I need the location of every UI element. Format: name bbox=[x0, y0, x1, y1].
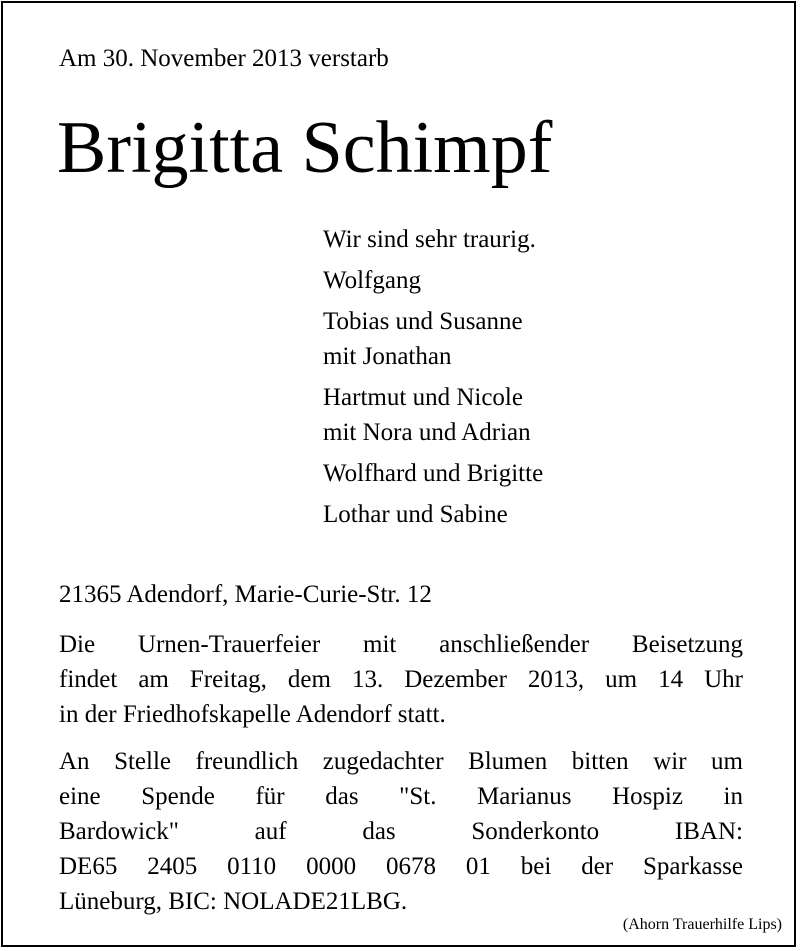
mourner-line-part: Hartmut und Nicole bbox=[323, 384, 523, 411]
paragraph-line: in der Friedhofskapelle Adendorf statt. bbox=[59, 701, 446, 728]
mourner-line: Wolfgang bbox=[323, 267, 421, 294]
mourner-line: Wolfhard und Brigitte bbox=[323, 460, 544, 487]
mourners-statement: Wir sind sehr traurig. bbox=[323, 226, 536, 253]
mourner-line bbox=[323, 380, 543, 450]
funeral-home-credit: (Ahorn Trauerhilfe Lips) bbox=[622, 916, 782, 933]
paragraph-line: Bardowick" auf das Sonderkonto IBAN: bbox=[59, 818, 743, 845]
deceased-name: Brigitta Schimpf bbox=[57, 107, 553, 189]
paragraph-line: Lüneburg, BIC: NOLADE21LBG. bbox=[59, 888, 408, 915]
mourner-line: Lothar und Sabine bbox=[323, 501, 508, 528]
intro-line: Am 30. November 2013 verstarb bbox=[59, 45, 389, 72]
obituary-notice bbox=[1, 1, 796, 947]
mourner-line-part: Tobias und Susanne bbox=[323, 308, 523, 335]
paragraph-line: findet am Freitag, dem 13. Dezember 2013, um 14 Uhr bbox=[59, 666, 743, 693]
mourner-line-part: mit Nora und Adrian bbox=[323, 419, 531, 446]
mourners-list bbox=[323, 222, 543, 532]
address-line: 21365 Adendorf, Marie-Curie-Str. 12 bbox=[59, 581, 432, 608]
paragraph-line: eine Spende für das "St. Marianus Hospiz in bbox=[59, 783, 743, 810]
mourner-line bbox=[323, 304, 543, 374]
paragraph-line: DE65 2405 0110 0000 0678 01 bei der Sparkasse bbox=[59, 853, 743, 880]
mourner-line-part: mit Jonathan bbox=[323, 343, 452, 370]
paragraph-line: Die Urnen-Trauerfeier mit anschließender Beisetzung bbox=[59, 631, 743, 658]
donation-paragraph bbox=[59, 744, 743, 919]
ceremony-paragraph bbox=[59, 627, 743, 732]
paragraph-line: An Stelle freundlich zugedachter Blumen bitten wir um bbox=[59, 748, 743, 775]
